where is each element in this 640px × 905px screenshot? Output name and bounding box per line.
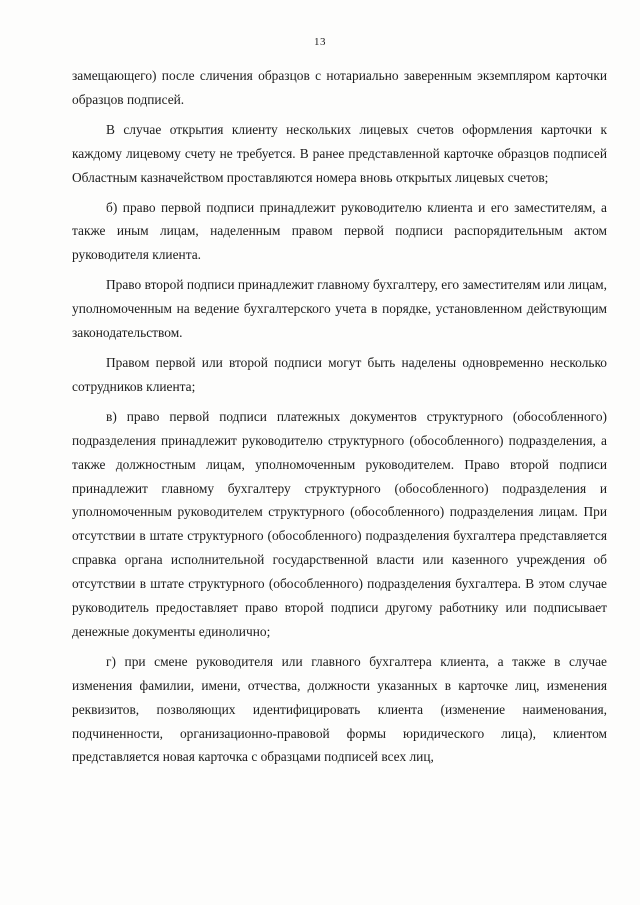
paragraph-multiple-accounts: В случае открытия клиенту нескольких лицевых счетов оформления карточки к каждому лицевому счету не требуется. В ранее представленной карточке образцов подписей Областным казначейством проставляются номера вновь открытых лицевых счетов; [72,121,607,185]
paragraph-change-of-officials: г) при смене руководителя или главного бухгалтера клиента, а также в случае изменения фамилии, имени, отчества, должности указанных в карточке лиц, изменения реквизитов, позволяющих идентифицировать клиента (изменение наименования, подчиненности, организационно-правовой формы юридического лица), клиентом представляется новая карточка с образцами подписей всех лиц, [72,653,607,765]
paragraph-second-signature-right: Право второй подписи принадлежит главному бухгалтеру, его заместителям или лицам, уполномоченным на ведение бухгалтерского учета в порядке, установленном действующим законодательством. [72,277,607,341]
paragraph-structural-subdivision: в) право первой подписи платежных документов структурного (обособленного) подразделения принадлежит руководителю структурного (обособленного) подразделения, а также должностным лицам, уполномоченным руководителем. Право второй подписи принадлежит главному бухгалтеру структурного (обособленного) подразделения и уполномоченным руководителем структурного (обособленного) подразделения лицам. При отсутствии в штате структурного (обособленного) подразделения бухгалтера представляется справка органа исполнительной государственной власти или казенного учреждения об отсутствии в штате структурного (обособленного) подразделения бухгалтера. В этом случае руководитель предоставляет право второй подписи другому работнику или подписывает денежные документы единолично; [72,408,607,639]
paragraph-signature-verification: замещающего) после сличения образцов с нотариально заверенным экземпляром карточки образцов подписей. [72,68,607,107]
paragraph-simultaneous-signature-rights: Правом первой или второй подписи могут быть наделены одновременно несколько сотрудников клиента; [72,354,607,394]
document-body [72,64,607,775]
page-number: 13 [314,36,326,48]
paragraph-first-signature-right: б) право первой подписи принадлежит руководителю клиента и его заместителям, а также иным лицам, наделенным правом первой подписи распорядительным актом руководителя клиента. [72,199,607,263]
